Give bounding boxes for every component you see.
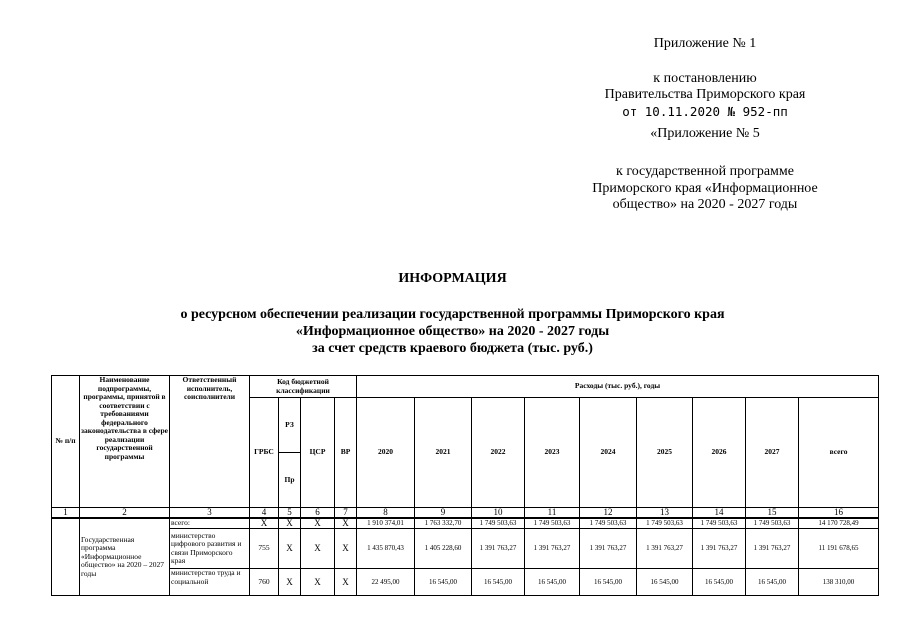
value-cell: 1 391 763,27 <box>525 529 580 569</box>
column-number: 9 <box>415 508 472 518</box>
document-title: ИНФОРМАЦИЯ <box>398 271 507 286</box>
value-cell: 1 391 763,27 <box>746 529 799 569</box>
value-cell: 1 391 763,27 <box>580 529 637 569</box>
value-cell: 1 391 763,27 <box>637 529 693 569</box>
column-number: 14 <box>693 508 746 518</box>
year-header: 2025 <box>637 398 693 508</box>
pr-header: Пр <box>279 453 301 508</box>
year-header: 2023 <box>525 398 580 508</box>
total-cell: 138 310,00 <box>799 569 879 596</box>
executor-cell: всего: <box>170 518 250 529</box>
appendix5-label: «Приложение № 5 <box>650 126 760 141</box>
title-line3: за счет средств краевого бюджета (тыс. руб.) <box>312 341 593 356</box>
col-name-header: Наименование подпрограммы, программы, принятой в соответствии с требованиями федерального законодательства в сфере реализации государственной программы <box>80 376 170 508</box>
government-label: Правительства Приморского края <box>604 87 806 102</box>
expenses-header: Расходы (тыс. руб.), годы <box>357 376 879 398</box>
value-cell: 1 749 503,63 <box>637 518 693 529</box>
column-number: 10 <box>472 508 525 518</box>
value-cell: 16 545,00 <box>472 569 525 596</box>
vr-cell: X <box>335 569 357 596</box>
total-cell: 11 191 678,65 <box>799 529 879 569</box>
program-line1: Приморского края «Информационное <box>592 181 818 196</box>
column-number: 5 <box>279 508 301 518</box>
value-cell: 16 545,00 <box>415 569 472 596</box>
csr-cell: X <box>301 569 335 596</box>
value-cell: 1 749 503,63 <box>472 518 525 529</box>
value-cell: 1 749 503,63 <box>580 518 637 529</box>
value-cell: 16 545,00 <box>746 569 799 596</box>
value-cell: 16 545,00 <box>580 569 637 596</box>
rz-pr-cell: X <box>279 529 301 569</box>
vr-cell: X <box>335 518 357 529</box>
executor-cell: министерство цифрового развития и связи Приморского края <box>170 529 250 569</box>
title-line2: «Информационное общество» на 2020 - 2027 годы <box>295 324 610 339</box>
year-header: 2021 <box>415 398 472 508</box>
resolution-label: к постановлению <box>653 71 757 86</box>
title-line1: о ресурсном обеспечении реализации государственной программы Приморского края <box>180 307 725 322</box>
value-cell: 1 391 763,27 <box>472 529 525 569</box>
total-cell: 14 170 728,49 <box>799 518 879 529</box>
value-cell: 1 435 870,43 <box>357 529 415 569</box>
value-cell: 1 391 763,27 <box>693 529 746 569</box>
column-number: 16 <box>799 508 879 518</box>
value-cell: 1 405 228,60 <box>415 529 472 569</box>
csr-header: ЦСР <box>301 398 335 508</box>
value-cell: 1 749 503,63 <box>525 518 580 529</box>
executor-cell: министерство труда и социальной <box>170 569 250 596</box>
grbs-cell: 760 <box>250 569 279 596</box>
column-number: 12 <box>580 508 637 518</box>
value-cell: 1 763 332,70 <box>415 518 472 529</box>
column-number: 3 <box>170 508 250 518</box>
rz-pr-cell: X <box>279 569 301 596</box>
budget-code-header: Код бюджетной классификации <box>250 376 357 398</box>
program-name-cell: Государственная программа «Информационное общество» на 2020 – 2027 годы <box>80 518 170 596</box>
column-number: 6 <box>301 508 335 518</box>
resource-table <box>51 375 879 596</box>
value-cell: 1 749 503,63 <box>746 518 799 529</box>
year-header: 2026 <box>693 398 746 508</box>
header-row-1 <box>52 376 879 398</box>
grbs-cell: 755 <box>250 529 279 569</box>
csr-cell: X <box>301 518 335 529</box>
table-row <box>52 569 879 596</box>
value-cell: 16 545,00 <box>693 569 746 596</box>
year-header: 2024 <box>580 398 637 508</box>
column-number: 4 <box>250 508 279 518</box>
vr-header: ВР <box>335 398 357 508</box>
col-num-header: № п/п <box>52 376 80 508</box>
csr-cell: X <box>301 529 335 569</box>
program-line2: общество» на 2020 - 2027 годы <box>612 197 798 212</box>
date-number-label: от 10.11.2020 № 952-пп <box>622 104 788 119</box>
row-num-cell <box>52 518 80 596</box>
column-number: 15 <box>746 508 799 518</box>
value-cell: 1 749 503,63 <box>693 518 746 529</box>
column-number: 7 <box>335 508 357 518</box>
value-cell: 16 545,00 <box>525 569 580 596</box>
table-row <box>52 518 879 529</box>
table-row <box>52 529 879 569</box>
grbs-header: ГРБС <box>250 398 279 508</box>
value-cell: 1 910 374,01 <box>357 518 415 529</box>
vr-cell: X <box>335 529 357 569</box>
appendix-label: Приложение № 1 <box>653 36 757 51</box>
column-numbers-row <box>52 508 879 518</box>
column-number: 8 <box>357 508 415 518</box>
value-cell: 16 545,00 <box>637 569 693 596</box>
column-number: 1 <box>52 508 80 518</box>
rz-pr-cell: X <box>279 518 301 529</box>
rz-header: РЗ <box>279 398 301 453</box>
total-header: всего <box>799 398 879 508</box>
column-number: 13 <box>637 508 693 518</box>
year-header: 2020 <box>357 398 415 508</box>
column-number: 11 <box>525 508 580 518</box>
year-header: 2027 <box>746 398 799 508</box>
year-header: 2022 <box>472 398 525 508</box>
to-program-label: к государственной программе <box>616 164 794 179</box>
value-cell: 22 495,00 <box>357 569 415 596</box>
column-number: 2 <box>80 508 170 518</box>
grbs-cell: X <box>250 518 279 529</box>
col-executor-header: Ответственный исполнитель, соисполнители <box>170 376 250 508</box>
